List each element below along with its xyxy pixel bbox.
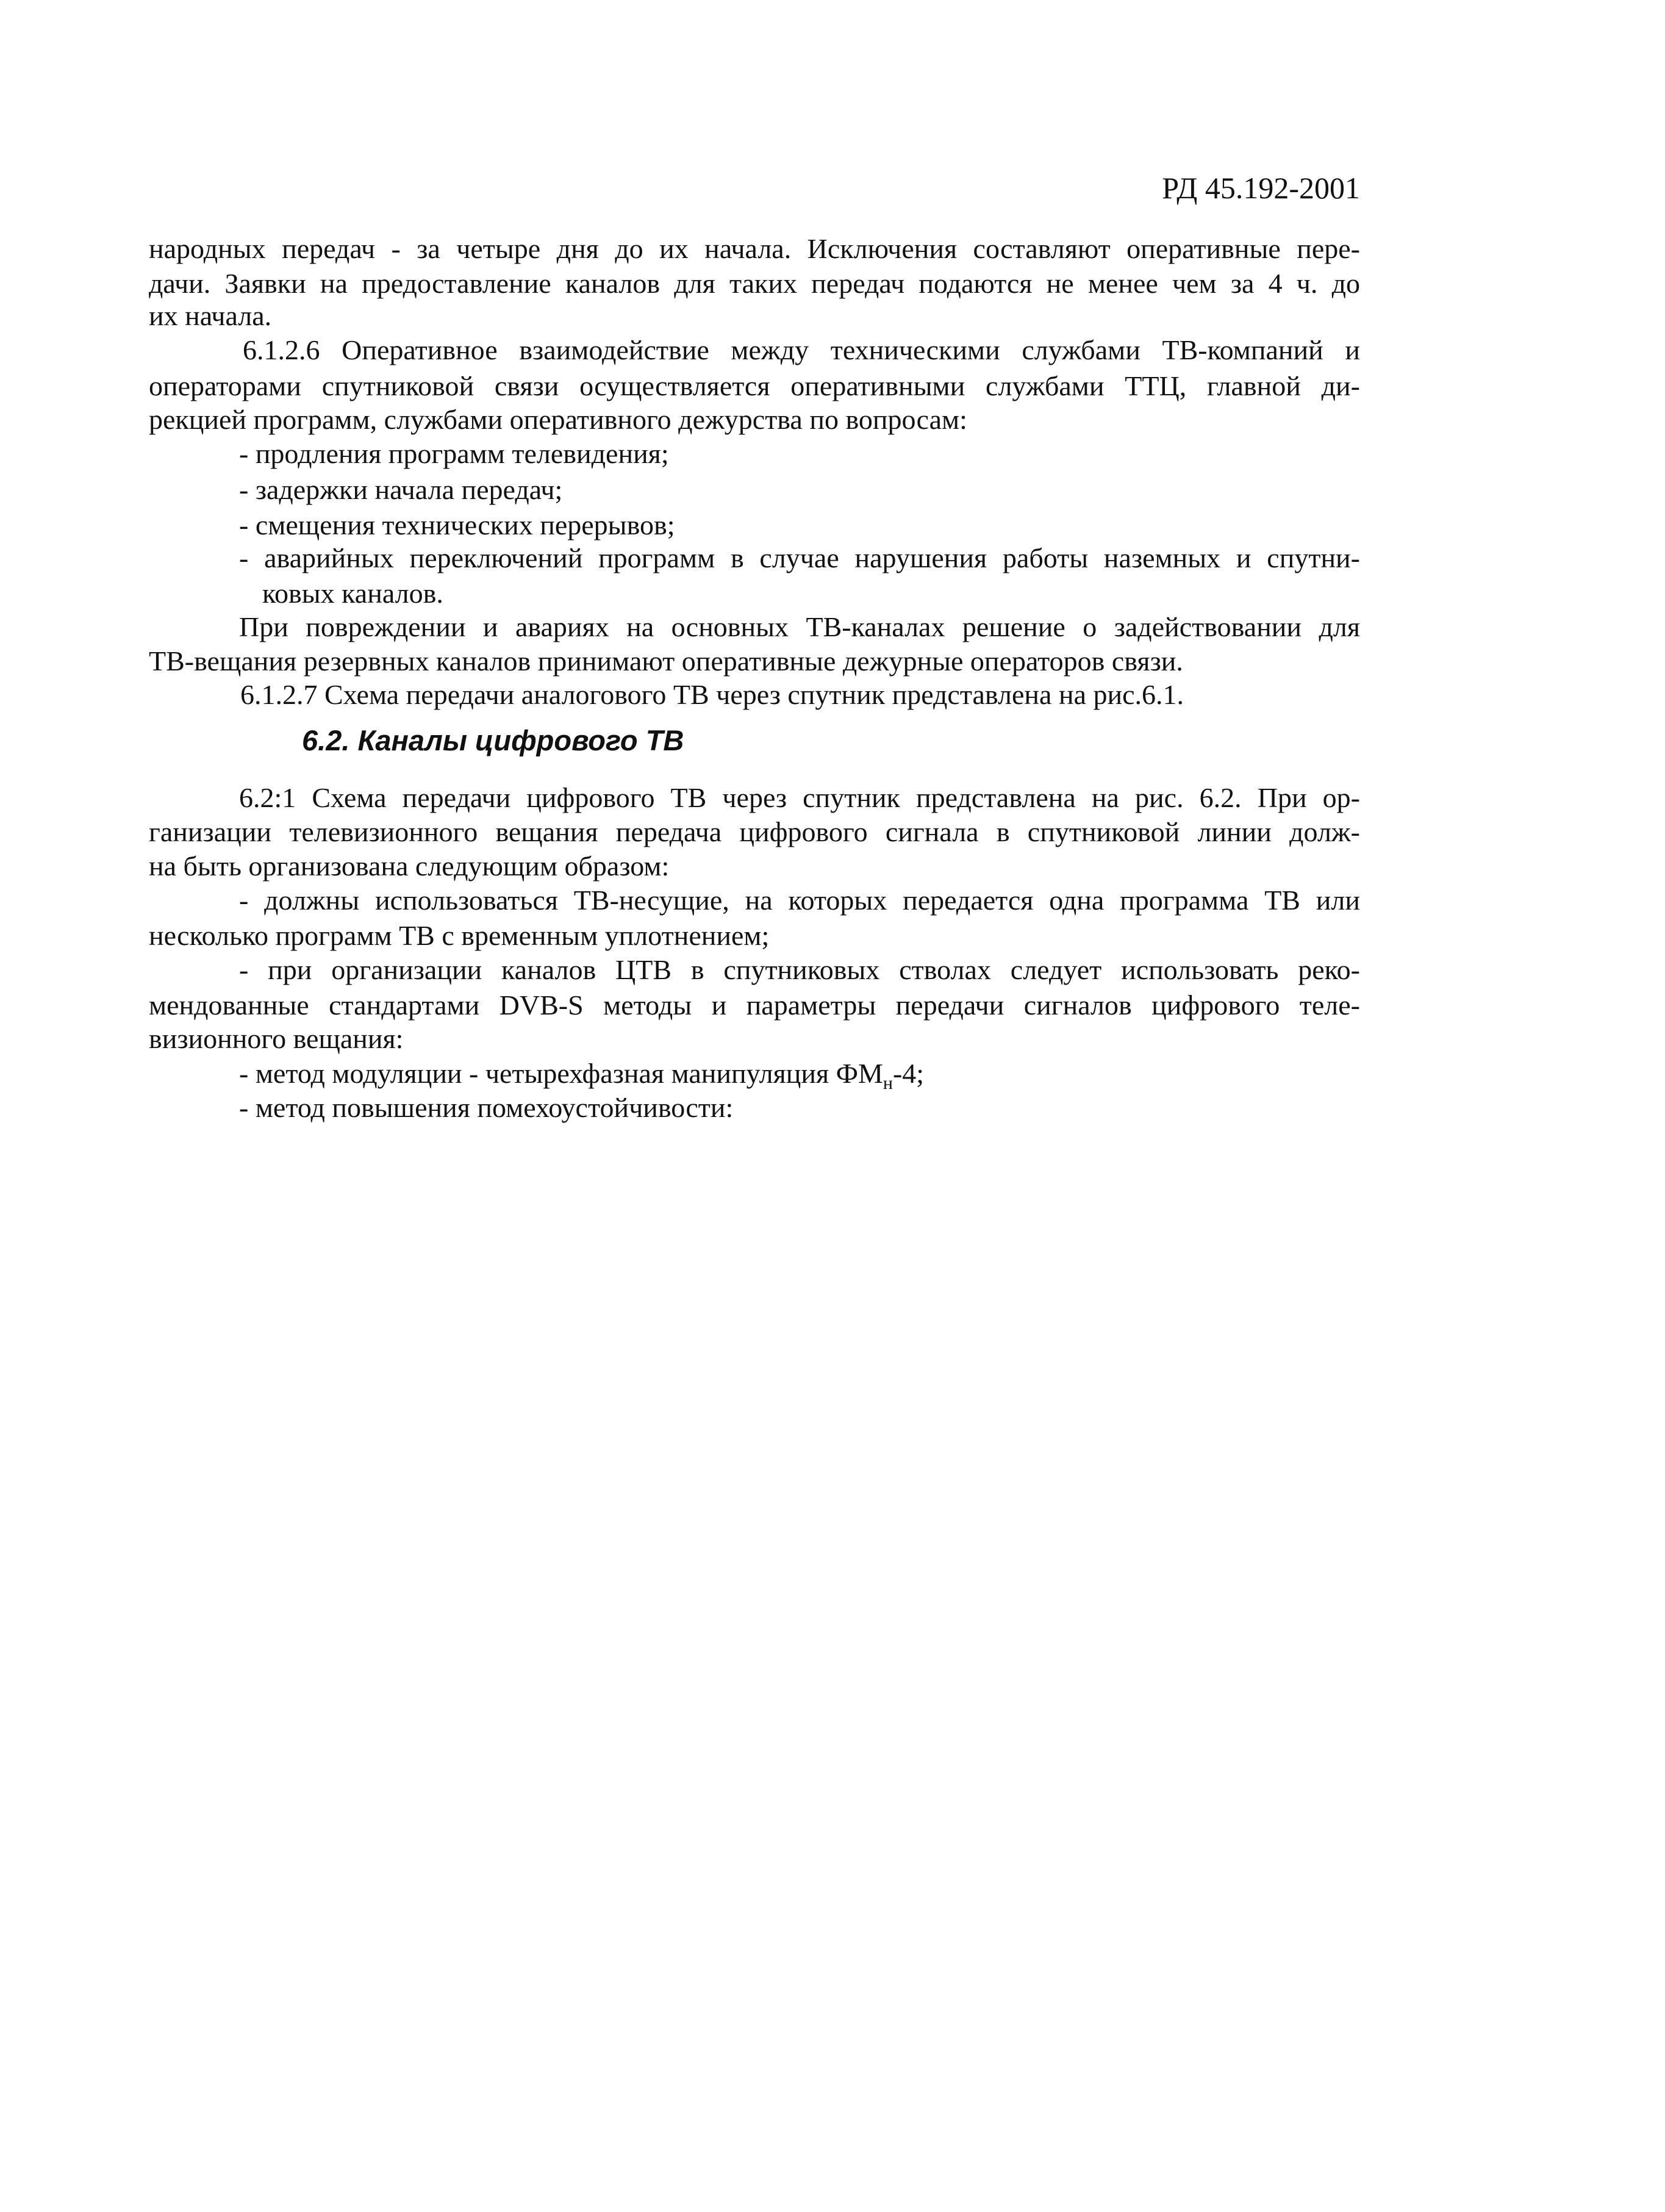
- text-line: несколько программ ТВ с временным уплотнением;: [149, 920, 770, 951]
- list-item: - аварийных переключений программ в случае нарушения работы наземных и спутни-: [239, 542, 1360, 573]
- list-item-text-tail: -4;: [892, 1058, 925, 1089]
- list-item-continuation: ковых каналов.: [262, 578, 443, 609]
- paragraph-start-line: 6.1.2.6 Оперативное взаимодействие между техническими службами ТВ-компаний и: [243, 334, 1360, 365]
- text-line: народных передач - за четыре дня до их начала. Исключения составляют оперативные пере-: [149, 233, 1360, 264]
- paragraph-start-line: 6.2:1 Схема передачи цифрового ТВ через спутник представлена на рис. 6.2. При ор-: [239, 782, 1360, 813]
- text-line: рекцией программ, службами оперативного дежурства по вопросам:: [149, 404, 967, 435]
- text-line: дачи. Заявки на предоставление каналов для таких передач подаются не менее чем за 4 ч. до: [149, 268, 1360, 299]
- list-item: - должны использоваться ТВ-несущие, на которых передается одна программа ТВ или: [239, 885, 1360, 916]
- list-item: - смещения технических перерывов;: [239, 509, 675, 540]
- paragraph-start-line: При повреждении и авариях на основных ТВ-каналах решение о задействовании для: [239, 611, 1360, 642]
- list-item: [239, 1057, 925, 1094]
- section-heading: 6.2. Каналы цифрового ТВ: [302, 724, 684, 756]
- text-line: ТВ-вещания резервных каналов принимают оперативные дежурные операторов связи.: [149, 645, 1183, 677]
- text-line: визионного вещания:: [149, 1023, 404, 1054]
- text-line: их начала.: [149, 300, 272, 331]
- text-line: ганизации телевизионного вещания передача цифрового сигнала в спутниковой линии долж-: [149, 816, 1360, 847]
- document-code: РД 45.192-2001: [1162, 171, 1360, 205]
- list-item: - при организации каналов ЦТВ в спутниковых стволах следует использовать реко-: [239, 954, 1360, 985]
- text-line: операторами спутниковой связи осуществляется оперативными службами ТТЦ, главной ди-: [149, 370, 1360, 401]
- text-line: на быть организована следующим образом:: [149, 850, 670, 882]
- list-item-text: - метод модуляции - четырехфазная манипуляция ФМ: [239, 1058, 883, 1089]
- list-item: - задержки начала передач;: [239, 474, 563, 505]
- text-line: мендованные стандартами DVB-S методы и параметры передачи сигналов цифрового теле-: [149, 989, 1360, 1021]
- subscript: н: [883, 1073, 893, 1094]
- list-item: - продления программ телевидения;: [239, 438, 669, 469]
- paragraph-start-line: 6.1.2.7 Схема передачи аналогового ТВ через спутник представлена на рис.6.1.: [240, 679, 1184, 710]
- list-item: - метод повышения помехоустойчивости:: [239, 1092, 734, 1123]
